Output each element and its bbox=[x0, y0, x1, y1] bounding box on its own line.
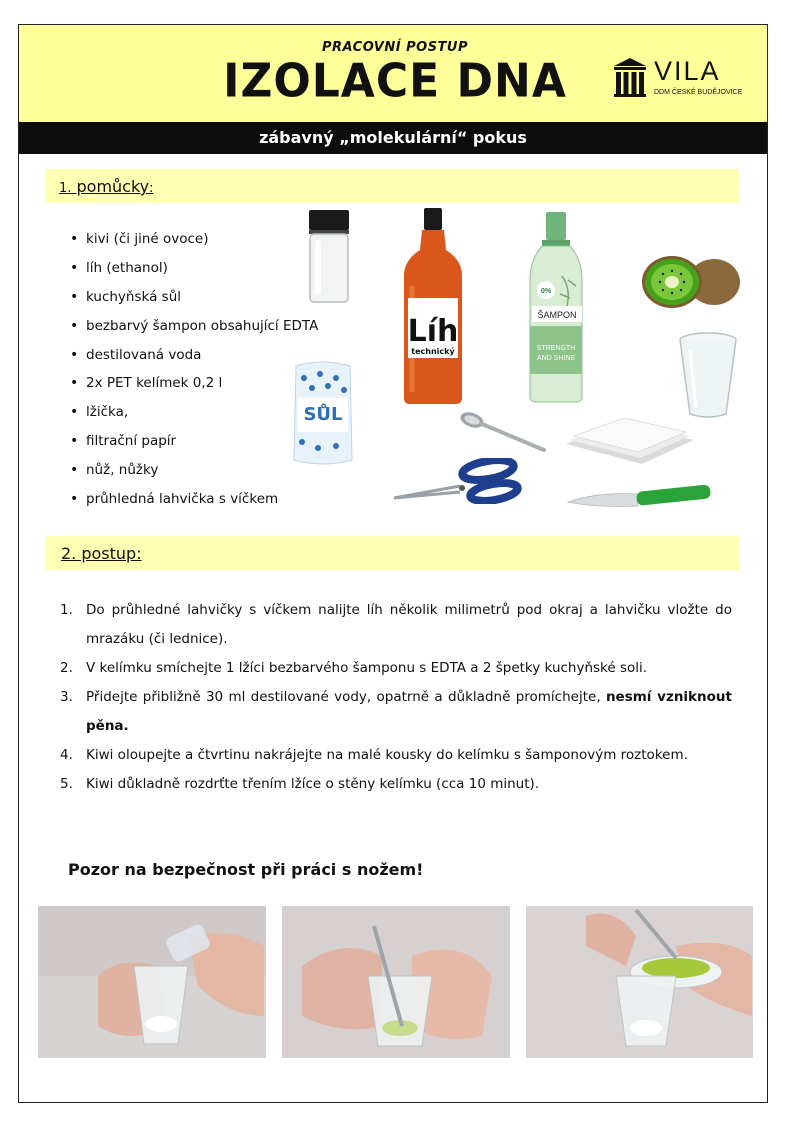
step-item: 3. Přidejte přibližně 30 ml destilované vody, opatrně a důkladně promíchejte, nesmí vzniknout pěna. bbox=[60, 689, 732, 734]
ethanol-bottle-image bbox=[400, 206, 466, 406]
shampoo-bottle-image bbox=[526, 210, 588, 404]
step-item: 2. V kelímku smíchejte 1 lžíci bezbarvého šamponu s EDTA a 2 špetky kuchyňské soli. bbox=[60, 660, 648, 676]
list-item: • líh (ethanol) bbox=[70, 254, 318, 283]
glass-vial-image bbox=[303, 208, 355, 306]
section-procedure-header bbox=[45, 536, 739, 570]
step-item: 5. Kiwi důkladně rozdrťte třením lžíce o stěny kelímku (cca 10 minut). bbox=[60, 776, 540, 792]
step-emphasis: nesmí vzniknout pěna. bbox=[86, 689, 732, 734]
safety-warning: Pozor na bezpečnost při práci s nožem! bbox=[68, 860, 424, 879]
photo-pouring bbox=[38, 906, 266, 1058]
plastic-cup-image bbox=[676, 330, 740, 420]
list-item: • průhledná lahvička s víčkem bbox=[70, 485, 318, 514]
kiwi-image bbox=[632, 252, 742, 312]
subtitle-bar: zábavný „molekulární“ pokus bbox=[19, 122, 767, 154]
tools-list bbox=[70, 225, 318, 514]
list-item: • kuchyňská sůl bbox=[70, 283, 318, 312]
list-item: • lžička, bbox=[70, 398, 318, 427]
section-procedure-label: 2. postup: bbox=[61, 544, 142, 563]
section-tools-header bbox=[45, 169, 739, 203]
svg-text:ŠAMPON: ŠAMPON bbox=[537, 310, 577, 320]
logo-subtitle: DDM ČESKÉ BUDĚJOVICE bbox=[654, 89, 743, 96]
section-tools-label: 1. pomůcky: bbox=[59, 177, 154, 196]
villa-building-icon bbox=[612, 56, 648, 98]
list-item: • kivi (či jiné ovoce) bbox=[70, 225, 318, 254]
list-item: • nůž, nůžky bbox=[70, 456, 318, 485]
list-item: • destilovaná voda bbox=[70, 341, 318, 370]
pre-title: PRACOVNÍ POSTUP bbox=[321, 40, 469, 55]
salt-bag-image bbox=[290, 358, 356, 468]
svg-text:AND SHINE: AND SHINE bbox=[536, 355, 576, 362]
svg-text:SŮL: SŮL bbox=[303, 404, 343, 425]
step-item: 4. Kiwi oloupejte a čtvrtinu nakrájejte na malé kousky do kelímku s šamponovým roztokem. bbox=[60, 747, 688, 763]
list-item: • bezbarvý šampon obsahující EDTA bbox=[70, 312, 318, 341]
spoon-image bbox=[458, 410, 548, 456]
procedure-steps bbox=[60, 596, 732, 799]
svg-text:Líh: Líh bbox=[407, 314, 459, 349]
scissors-image bbox=[390, 458, 530, 504]
step-item: 1. Do průhledné lahvičky s víčkem nalijte líh několik milimetrů pod okraj a lahvičku vložte do mrazáku (či lednice). bbox=[60, 602, 732, 647]
svg-text:0%: 0% bbox=[540, 288, 552, 295]
svg-text:technický: technický bbox=[411, 347, 455, 356]
vila-logo bbox=[612, 56, 743, 102]
photo-kiwi-pieces bbox=[526, 906, 753, 1058]
photo-mixing bbox=[282, 906, 510, 1058]
knife-image bbox=[566, 484, 716, 514]
page-title: IZOLACE DNA bbox=[223, 54, 567, 109]
list-item: • filtrační papír bbox=[70, 427, 318, 456]
list-item: • 2x PET kelímek 0,2 l bbox=[70, 369, 318, 398]
filter-paper-image bbox=[560, 418, 700, 468]
svg-text:STRENGTH: STRENGTH bbox=[536, 345, 576, 352]
logo-word: VILA bbox=[654, 56, 721, 86]
